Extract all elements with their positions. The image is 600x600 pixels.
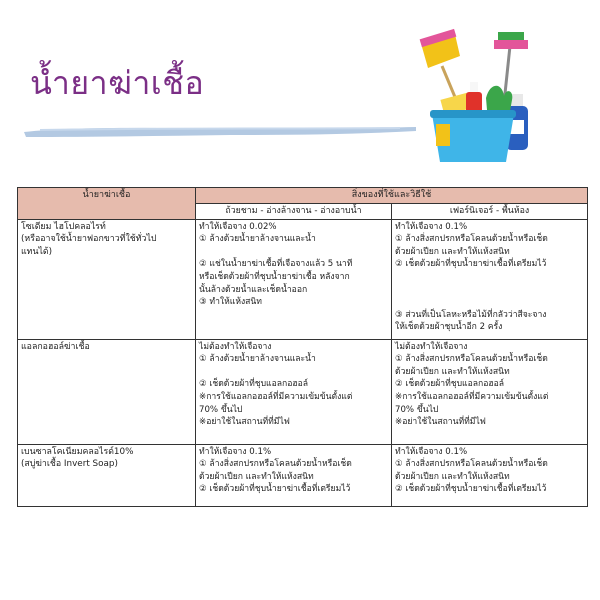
header-usage-group: สิ่งของที่ใช้และวิธีใช้ (196, 188, 588, 204)
dilution-line: ไม่ต้องทำให้เจือจาง (395, 341, 468, 352)
step-line: ② แช่ในน้ำยาฆ่าเชื้อที่เจือจางแล้ว 5 นาที (199, 259, 353, 270)
note-line: 70% ขึ้นไป (199, 404, 243, 415)
page-title: น้ำยาฆ่าเชื้อ (30, 64, 205, 102)
header-dishes-sinks: ถ้วยชาม - อ่างล้างจาน - อ่างอาบน้ำ (196, 204, 392, 220)
note-line: ※อย่าใช้ในสถานที่ที่มีไฟ (395, 417, 486, 428)
step-line: ด้วยผ้าเปียก และทำให้แห้งสนิท (395, 246, 510, 257)
agent-name: โซเดียม ไฮโปคลอไรท์ (21, 221, 106, 232)
disinfectant-table (17, 187, 588, 507)
table-row (18, 219, 588, 339)
dilution-line: ทำให้เจือจาง 0.02% (199, 221, 277, 232)
agent-cell (18, 444, 196, 506)
table-row (18, 444, 588, 506)
step-line: ③ ส่วนที่เป็นโลหะหรือไม้ที่กลัวว่าสีจะจาง (395, 309, 547, 320)
instructions-furniture (392, 339, 588, 444)
step-line: ② เช็ดด้วยผ้าที่ชุบน้ำยาฆ่าเชื้อที่เตรียมไว้ (395, 259, 547, 270)
step-line: ① ล้างสิ่งสกปรกหรือโคลนด้วยน้ำหรือเช็ด (395, 234, 548, 245)
step-line: ① ล้างด้วยน้ำยาล้างจานและน้ำ (199, 234, 316, 245)
note-line: ※การใช้แอลกอฮอล์ที่มีความเข้มข้นตั้งแต่ (199, 391, 353, 402)
step-line: ด้วยผ้าเปียก และทำให้แห้งสนิท (199, 471, 314, 482)
step-line: ① ล้างสิ่งสกปรกหรือโคลนด้วยน้ำหรือเช็ด (395, 354, 548, 365)
step-line: ① ล้างด้วยน้ำยาล้างจานและน้ำ (199, 354, 316, 365)
step-line: นั้นล้างด้วยน้ำและเช็ดน้ำออก (199, 284, 308, 295)
step-line: ② เช็ดด้วยผ้าที่ชุบแอลกอฮอล์ (395, 379, 505, 390)
dilution-line: ทำให้เจือจาง 0.1% (395, 446, 468, 457)
step-line: ด้วยผ้าเปียก และทำให้แห้งสนิท (395, 366, 510, 377)
dilution-line: ไม่ต้องทำให้เจือจาง (199, 341, 272, 352)
step-line: ② เช็ดด้วยผ้าที่ชุบแอลกอฮอล์ (199, 379, 309, 390)
agent-note: (หรืออาจใช้น้ำยาฟอกขาวที่ใช้ทั่วไป (21, 234, 157, 245)
step-line: ด้วยผ้าเปียก และทำให้แห้งสนิท (395, 471, 510, 482)
step-line: หรือเช็ดด้วยผ้าที่ชุบน้ำยาฆ่าเชื้อ หลังจาก (199, 271, 350, 282)
agent-name: แอลกอฮอล์ฆ่าเชื้อ (21, 341, 90, 352)
instructions-dishes (196, 444, 392, 506)
dilution-line: ทำให้เจือจาง 0.1% (395, 221, 468, 232)
step-line: ① ล้างสิ่งสกปรกหรือโคลนด้วยน้ำหรือเช็ด (199, 459, 352, 470)
agent-cell (18, 219, 196, 339)
decorative-brush-stroke (20, 118, 420, 144)
step-line: ② เช็ดด้วยผ้าที่ชุบน้ำยาฆ่าเชื้อที่เตรียมไว้ (395, 484, 547, 495)
step-line: ③ ทำให้แห้งสนิท (199, 297, 262, 308)
instructions-dishes (196, 339, 392, 444)
table-row (18, 339, 588, 444)
step-line: ② เช็ดด้วยผ้าที่ชุบน้ำยาฆ่าเชื้อที่เตรียมไว้ (199, 484, 351, 495)
note-line: ※อย่าใช้ในสถานที่ที่มีไฟ (199, 417, 290, 428)
step-line: ให้เช็ดด้วยผ้าชุบน้ำอีก 2 ครั้ง (395, 322, 503, 333)
instructions-furniture (392, 444, 588, 506)
agent-cell (18, 339, 196, 444)
agent-name: เบนซาลโคเนียมคลอไรด์10% (21, 446, 134, 457)
note-line: ※การใช้แอลกอฮอล์ที่มีความเข้มข้นตั้งแต่ (395, 391, 549, 402)
header-furniture-floor: เฟอร์นิเจอร์ - พื้นห้อง (392, 204, 588, 220)
step-line: ① ล้างสิ่งสกปรกหรือโคลนด้วยน้ำหรือเช็ด (395, 459, 548, 470)
agent-note: (สบู่ฆ่าเชื้อ Invert Soap) (21, 459, 118, 470)
instructions-furniture (392, 219, 588, 339)
agent-note: แทนได้) (21, 246, 53, 257)
dilution-line: ทำให้เจือจาง 0.1% (199, 446, 272, 457)
instructions-dishes (196, 219, 392, 339)
note-line: 70% ขึ้นไป (395, 404, 439, 415)
header-agent: น้ำยาฆ่าเชื้อ (18, 188, 196, 220)
cleaning-supplies-icon (410, 26, 540, 171)
